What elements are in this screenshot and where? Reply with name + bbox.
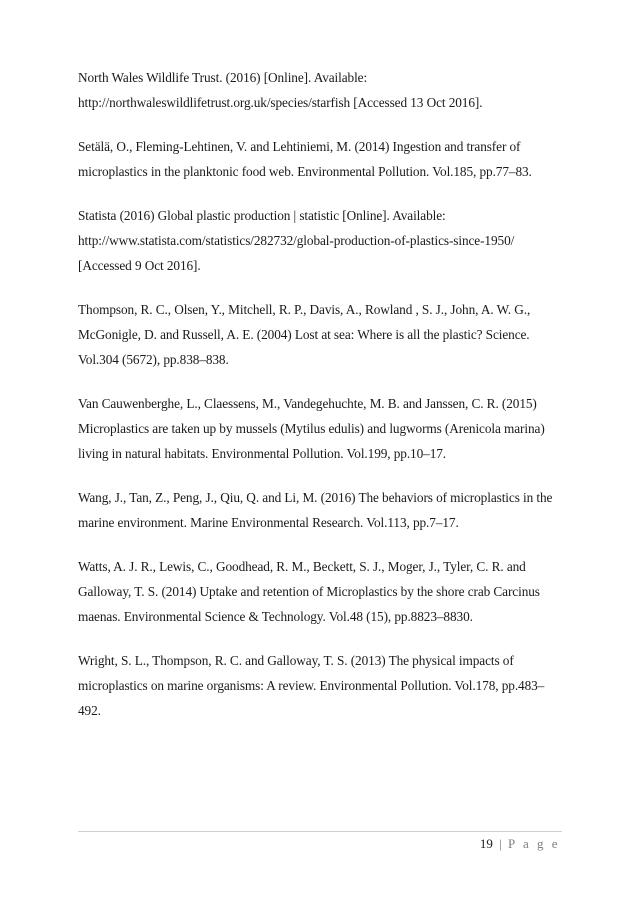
reference-line: Vol.304 (5672), pp.838–838. [78, 352, 229, 367]
reference-entry [78, 485, 568, 535]
reference-line: Thompson, R. C., Olsen, Y., Mitchell, R. P., Davis, A., Rowland , S. J., John, A. W. G., [78, 302, 531, 317]
footer-divider [78, 831, 562, 832]
reference-line: maenas. Environmental Science & Technology. Vol.48 (15), pp.8823–8830. [78, 609, 473, 624]
reference-line: marine environment. Marine Environmental Research. Vol.113, pp.7–17. [78, 515, 459, 530]
reference-line: living in natural habitats. Environmental Pollution. Vol.199, pp.10–17. [78, 446, 447, 461]
reference-line: 492. [78, 703, 101, 718]
reference-line: Microplastics are taken up by mussels (Mytilus edulis) and lugworms (Arenicola marina) [78, 421, 545, 436]
reference-line: http://www.statista.com/statistics/282732/global-production-of-plastics-since-1950/ [78, 233, 515, 248]
reference-line: Setälä, O., Fleming-Lehtinen, V. and Lehtiniemi, M. (2014) Ingestion and transfer of [78, 139, 521, 154]
reference-line: Wang, J., Tan, Z., Peng, J., Qiu, Q. and Li, M. (2016) The behaviors of microplastics in the [78, 490, 553, 505]
reference-line: North Wales Wildlife Trust. (2016) [Online]. Available: [78, 70, 368, 85]
reference-entry [78, 297, 568, 372]
reference-line: [Accessed 9 Oct 2016]. [78, 258, 201, 273]
reference-entry [78, 203, 568, 278]
reference-entry [78, 648, 568, 723]
reference-entry [78, 134, 568, 184]
reference-line: Wright, S. L., Thompson, R. C. and Galloway, T. S. (2013) The physical impacts of [78, 653, 514, 668]
reference-entry [78, 65, 568, 115]
reference-line: http://northwaleswildlifetrust.org.uk/species/starfish [Accessed 13 Oct 2016]. [78, 95, 483, 110]
reference-entry [78, 391, 568, 466]
reference-line: Van Cauwenberghe, L., Claessens, M., Vandegehuchte, M. B. and Janssen, C. R. (2015) [78, 396, 537, 411]
reference-line: microplastics on marine organisms: A review. Environmental Pollution. Vol.178, pp.483– [78, 678, 545, 693]
page-number: 19 [479, 836, 493, 851]
reference-line: Galloway, T. S. (2014) Uptake and retention of Microplastics by the shore crab Carcinus [78, 584, 540, 599]
reference-line: microplastics in the planktonic food web. Environmental Pollution. Vol.185, pp.77–83. [78, 164, 532, 179]
page-footer [480, 836, 560, 852]
reference-line: Statista (2016) Global plastic production | statistic [Online]. Available: [78, 208, 446, 223]
reference-entry [78, 554, 568, 629]
reference-line: McGonigle, D. and Russell, A. E. (2004) Lost at sea: Where is all the plastic? Science. [78, 327, 530, 342]
reference-line: Watts, A. J. R., Lewis, C., Goodhead, R. M., Beckett, S. J., Moger, J., Tyler, C. R. and [78, 559, 526, 574]
reference-list [78, 65, 568, 742]
page-label: P a g e [507, 836, 560, 851]
footer-separator: | [499, 836, 502, 851]
